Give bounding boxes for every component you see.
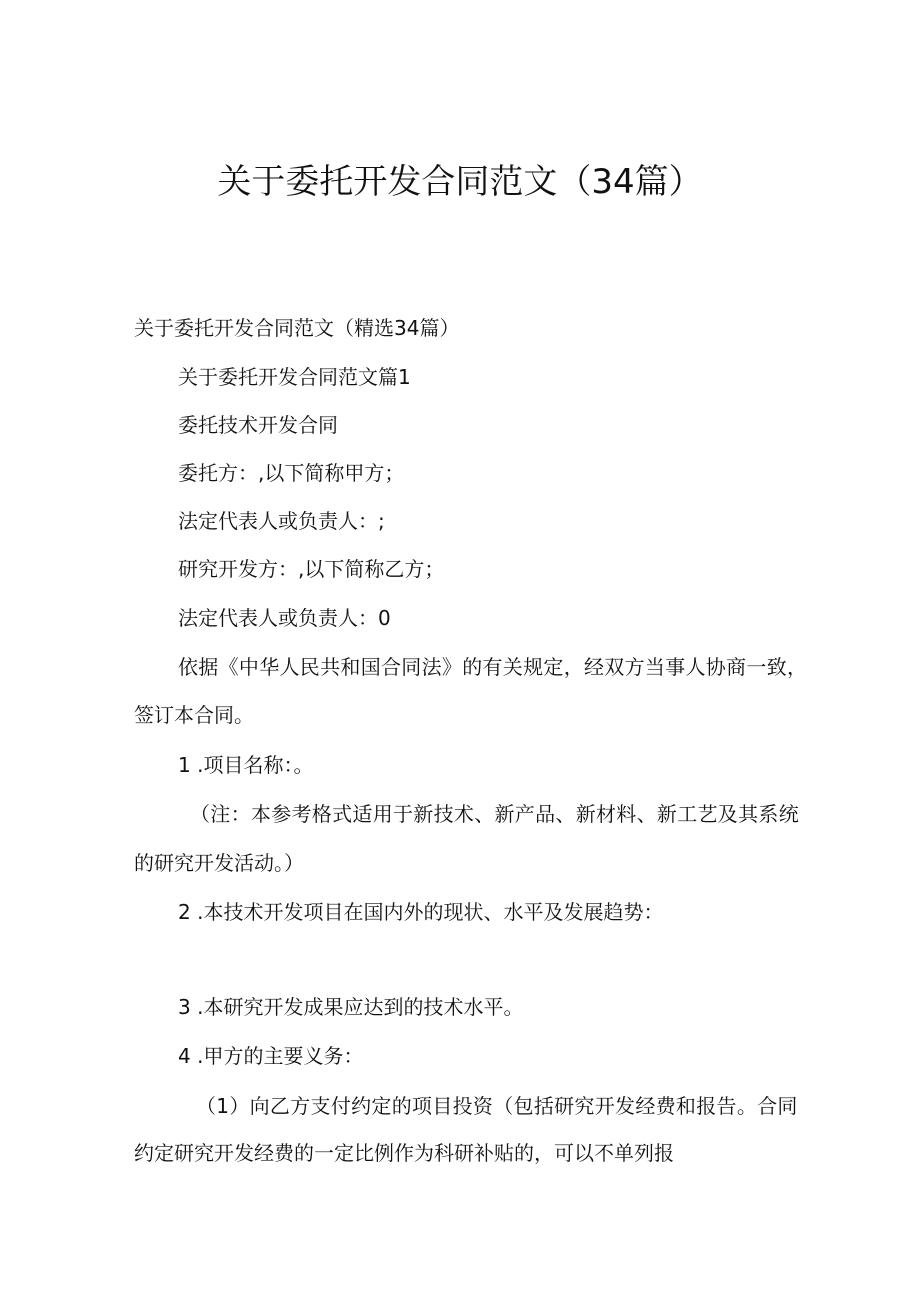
- note-line-1: （注：本参考格式适用于新技术、新产品、新材料、新工艺及其系统: [190, 802, 799, 826]
- clause-2: 2 .本技术开发项目在国内外的现状、水平及发展趋势：: [178, 900, 664, 924]
- preamble-line-1: 依据《中华人民共和国合同法》的有关规定，经双方当事人协商一致，: [178, 655, 808, 679]
- party-a-line: 委托方：,以下简称甲方；: [178, 461, 405, 485]
- clause-4: 4 .甲方的主要义务：: [178, 1044, 364, 1068]
- section-heading: 关于委托开发合同范文篇1: [178, 365, 411, 389]
- clause-4-item-1-line-2: 约定研究开发经费的一定比例作为科研补贴的，可以不单列报: [134, 1141, 674, 1165]
- party-a-representative-line: 法定代表人或负责人：;: [178, 509, 385, 533]
- document-title: 关于委托开发合同范文（34篇）: [217, 162, 703, 202]
- clause-4-item-1-line-1: （1）向乙方支付约定的项目投资（包括研究开发经费和报告。合同: [196, 1094, 798, 1118]
- clause-1: 1 .项目名称：。: [178, 753, 314, 777]
- preamble-line-2: 签订本合同。: [134, 703, 254, 727]
- contract-name: 委托技术开发合同: [178, 413, 338, 437]
- note-line-2: 的研究开发活动。）: [134, 851, 304, 875]
- party-b-line: 研究开发方：,以下简称乙方；: [178, 557, 445, 581]
- clause-3: 3 .本研究开发成果应达到的技术水平。: [178, 995, 524, 1019]
- document-subtitle: 关于委托开发合同范文（精选34篇）: [134, 316, 460, 340]
- party-b-representative-line: 法定代表人或负责人：0: [178, 606, 391, 630]
